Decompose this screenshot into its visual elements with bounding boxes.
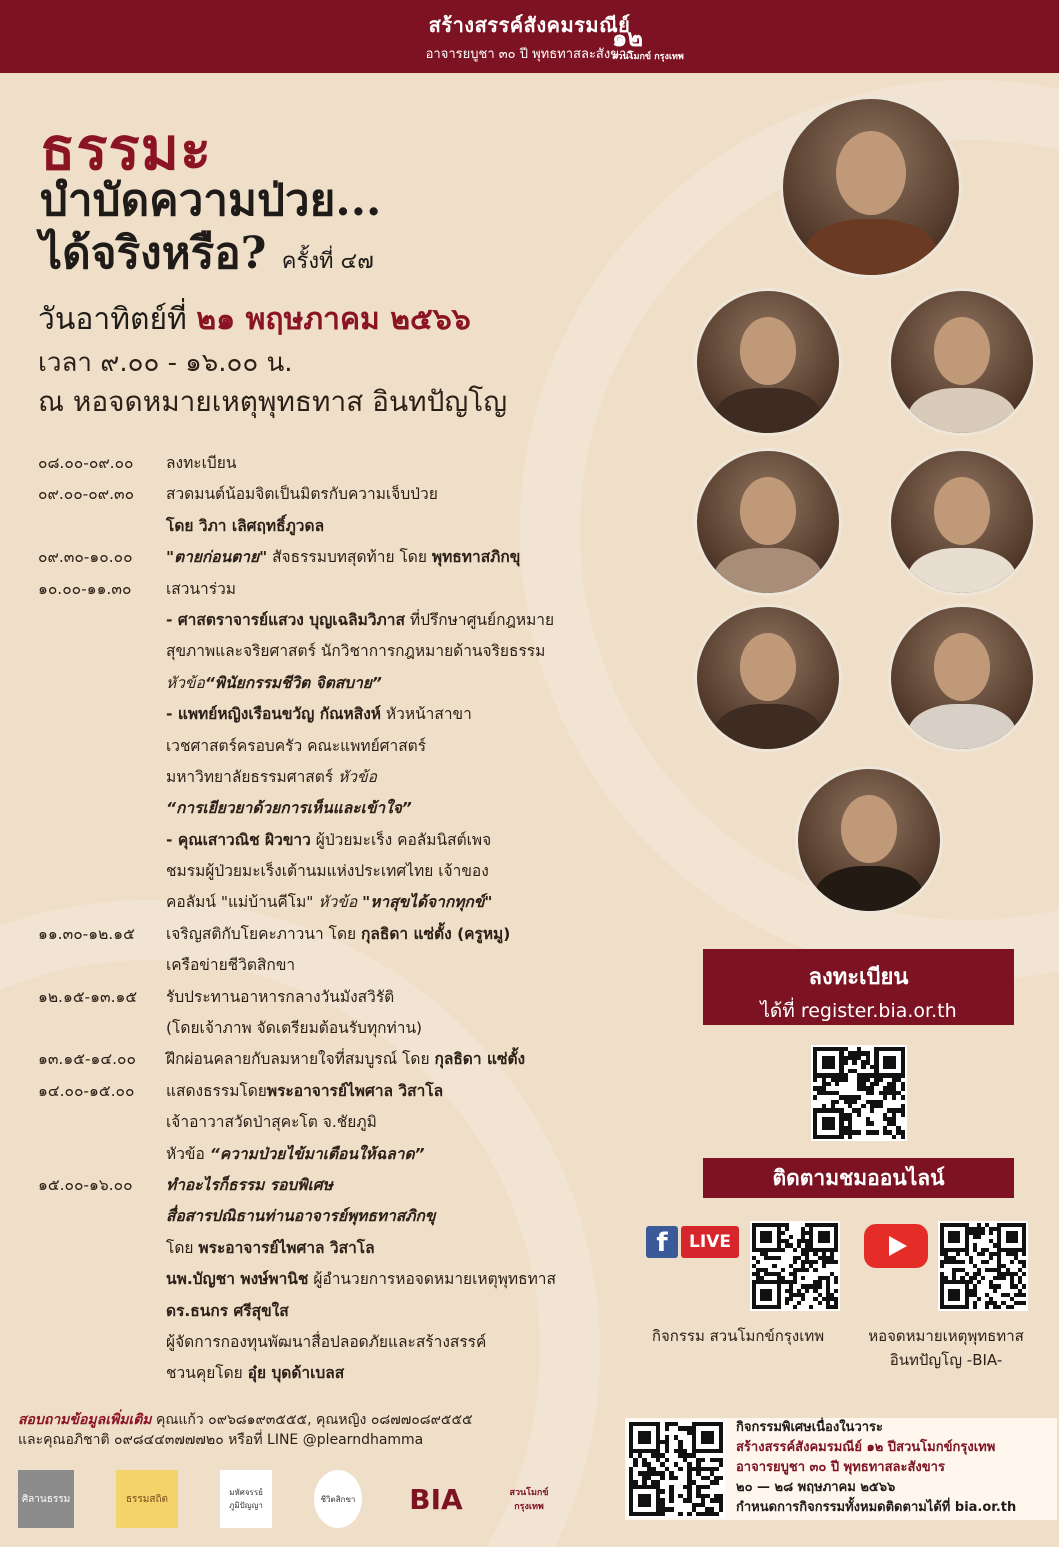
schedule-text [166, 699, 472, 730]
schedule-text [166, 448, 236, 479]
special-line: สร้างสรรค์สังคมรมณีย์ ๑๒ ปีสวนโมกข์กรุงเทพ [736, 1440, 996, 1455]
schedule-text-part: หัวข้อ [338, 767, 377, 786]
partner-logo: ชีวิตสิกขา [314, 1470, 362, 1528]
schedule-time: ๑๐.๐๐-๑๑.๓๐ [38, 579, 132, 598]
schedule-text-part: หัวข้อ [318, 893, 363, 912]
schedule-row [38, 950, 638, 981]
schedule-text [166, 1233, 375, 1264]
register-label: ลงทะเบียน [808, 965, 909, 990]
schedule-text-part: "หาสุขได้จากทุกข์" [362, 893, 493, 912]
schedule-text-part: หัวหน้าสาขา [381, 705, 472, 724]
schedule-text-part: “พินัยกรรมชีวิต จิตสบาย” [204, 673, 382, 692]
schedule-list [38, 448, 638, 1390]
schedule-row [38, 605, 638, 636]
youtube-caption [856, 1324, 1036, 1372]
special-heading: กิจกรรมพิเศษเนื่องในวาระ [736, 1420, 884, 1435]
schedule-text-part: สื่อสารปณิธานท่านอาจารย์พุทธทาสภิกขุ [166, 1207, 436, 1226]
schedule-row [38, 1201, 638, 1232]
schedule-text [166, 1044, 525, 1075]
schedule-text-part: เจริญสติกับโยคะภาวนา โดย [166, 924, 362, 943]
schedule-text-part: (โดยเจ้าภาพ จัดเตรียมต้อนรับทุกท่าน) [166, 1019, 423, 1038]
schedule-text-part: ผู้จัดการกองทุนพัฒนาสื่อปลอดภัยและสร้างสรรค์ [166, 1332, 487, 1351]
suanmokkh-logo [612, 18, 684, 62]
poster-title: ธรรมะ [40, 115, 213, 183]
schedule-text [166, 793, 412, 824]
schedule-row [38, 731, 638, 762]
schedule-text-part: ทำอะไรก็ธรรม รอบพิเศษ [166, 1175, 333, 1194]
schedule-text [166, 919, 510, 950]
schedule-text-part: ชวนคุยโดย [166, 1364, 248, 1383]
schedule-row [38, 887, 638, 918]
live-badge: LIVE [681, 1226, 739, 1258]
youtube-qr-code[interactable] [938, 1221, 1028, 1311]
event-time: เวลา ๙.๐๐ - ๑๖.๐๐ น. [38, 348, 293, 378]
schedule-text-part: หัวข้อ [166, 673, 205, 692]
schedule-text [166, 762, 377, 793]
top-banner [0, 0, 1059, 73]
suanmokkh-bangkok-logo: สวนโมกข์ กรุงเทพ [509, 1488, 549, 1512]
poster-title-line3 [40, 218, 374, 288]
facebook-caption: กิจกรรม สวนโมกข์กรุงเทพ [651, 1327, 825, 1345]
schedule-text [166, 1358, 344, 1389]
poster-title-line2: บำบัดความป่วย... [40, 175, 382, 226]
speaker-portrait [888, 288, 1036, 436]
schedule-text-part: พระอาจารย์ไพศาล วิสาโล [266, 1081, 444, 1100]
register-url[interactable]: ได้ที่ register.bia.or.th [760, 1000, 957, 1022]
schedule-text-part: - คุณเสาวณิช ผิวขาว [166, 830, 311, 849]
schedule-text-part: ฝึกผ่อนคลายกับลมหายใจที่สมบูรณ์ โดย [166, 1050, 435, 1069]
schedule-text [166, 982, 394, 1013]
schedule-time: ๑๕.๐๐-๑๖.๐๐ [38, 1175, 133, 1194]
banner-title: สร้างสรรค์สังคมรมณีย์ [428, 13, 631, 37]
schedule-row [38, 699, 638, 730]
schedule-text [166, 479, 438, 510]
schedule-text [166, 1013, 422, 1044]
schedule-row [38, 448, 638, 479]
schedule-row [38, 825, 638, 856]
schedule-text-part: ผู้อำนวยการหอจดหมายเหตุพุทธทาส [308, 1270, 556, 1289]
schedule-row [38, 1264, 638, 1295]
facebook-qr-code[interactable] [750, 1221, 840, 1311]
schedule-text-part: พุทธทาสภิกขุ [431, 548, 521, 567]
contact-phones: คุณแก้ว ๐๙๖๘๑๙๓๕๕๕, คุณหญิง ๐๘๗๗๐๘๙๕๕๕ [151, 1412, 473, 1428]
partner-logo: มหัศจรรย์ภูมิปัญญา [220, 1470, 272, 1528]
schedule-text-part: สวดมนต์น้อมจิตเป็นมิตรกับความเจ็บป่วย [166, 485, 438, 504]
schedule-text [166, 668, 382, 699]
speaker-portrait [888, 604, 1036, 752]
schedule-text-part: แสดงธรรมโดย [166, 1081, 267, 1100]
schedule-text-part: "ตายก่อนตาย" [166, 548, 268, 567]
youtube-caption-line2: อินทปัญโญ -BIA- [889, 1351, 1003, 1369]
contact-info [18, 1410, 473, 1450]
schedule-text-part: “ความป่วยไข้มาเตือนให้ฉลาด” [209, 1144, 425, 1163]
title-question: ได้จริงหรือ? [40, 228, 267, 279]
schedule-text-part: ชมรมผู้ป่วยมะเร็งเต้านมแห่งประเทศไทย เจ้าของ [166, 862, 489, 881]
schedule-row [38, 574, 638, 605]
schedule-text [166, 731, 426, 762]
schedule-row [38, 668, 638, 699]
contact-line: และคุณอภิชาติ ๐๙๘๔๔๓๗๗๗๒๐ หรือที่ LINE @plearndhamma [18, 1432, 424, 1448]
logo-number: ๑๒ [612, 24, 644, 52]
schedule-row [38, 1233, 638, 1264]
schedule-text-part: ที่ปรึกษาศูนย์กฎหมาย [404, 610, 555, 629]
schedule-text [166, 1296, 289, 1327]
schedule-time: ๐๘.๐๐-๐๙.๐๐ [38, 454, 134, 472]
date-value: ๒๑ พฤษภาคม ๒๕๖๖ [196, 302, 471, 337]
schedule-text-part: พระอาจารย์ไพศาล วิสาโล [198, 1238, 375, 1257]
schedule-row [38, 1076, 638, 1107]
schedule-text [166, 542, 520, 573]
schedule-text-part: สัจธรรมบทสุดท้าย โดย [267, 548, 432, 567]
speaker-portrait [888, 448, 1036, 596]
schedule-text-part: รับประทานอาหารกลางวันมังสวิรัติ [166, 987, 395, 1006]
partner-logo: ศิลานธรรม [18, 1470, 74, 1528]
special-dates: ๒๐ — ๒๘ พฤษภาคม ๒๕๖๖ [736, 1480, 896, 1495]
banner-subtitle: อาจารยบูชา ๓๐ ปี พุทธทาสละสังขาร [425, 47, 634, 62]
schedule-time: ๐๙.๐๐-๐๙.๓๐ [38, 485, 135, 504]
schedule-row [38, 856, 638, 887]
bia-logo: BIA [409, 1482, 463, 1516]
schedule-text-part: หัวข้อ [166, 1144, 210, 1163]
schedule-time: ๑๓.๑๕-๑๔.๐๐ [38, 1050, 136, 1069]
schedule-text [166, 1076, 443, 1107]
schedule-row [38, 1013, 638, 1044]
schedule-text-part: - แพทย์หญิงเรือนขวัญ กัณหสิงห์ [166, 705, 381, 724]
schedule-row [38, 511, 638, 542]
follow-online-banner: ติดตามชมออนไลน์ [703, 1158, 1014, 1198]
schedule-time: ๐๙.๓๐-๑๐.๐๐ [38, 548, 133, 567]
schedule-text-part: - ศาสตราจารย์แสวง บุญเฉลิมวิภาส [166, 610, 405, 629]
schedule-text-part: โดย วิภา เลิศฤทธิ์ภูวดล [166, 516, 325, 535]
speaker-portrait [694, 604, 842, 752]
schedule-text [166, 887, 492, 918]
special-line: อาจารยบูชา ๓๐ ปี พุทธทาสละสังขาร [736, 1460, 945, 1475]
schedule-text [166, 1264, 556, 1295]
register-qr-code[interactable] [811, 1045, 907, 1141]
schedule-text [166, 636, 545, 667]
schedule-text [166, 1170, 333, 1201]
schedule-text [166, 1327, 486, 1358]
schedule-text [166, 574, 236, 605]
schedule-row [38, 1139, 638, 1170]
schedule-text [166, 605, 554, 636]
schedule-text [166, 950, 295, 981]
date-prefix: วันอาทิตย์ที่ [38, 302, 187, 337]
register-box [703, 949, 1014, 1025]
schedule-row [38, 919, 638, 950]
schedule-row [38, 793, 638, 824]
schedule-time: ๑๔.๐๐-๑๕.๐๐ [38, 1081, 135, 1100]
schedule-row [38, 1327, 638, 1358]
speaker-portrait [795, 766, 943, 914]
schedule-row [38, 1296, 638, 1327]
schedule-row [38, 1107, 638, 1138]
special-event-text [736, 1418, 1016, 1518]
schedule-row [38, 1358, 638, 1389]
schedule-row [38, 982, 638, 1013]
schedule-row [38, 1044, 638, 1075]
edition-label: ครั้งที่ ๔๗ [281, 249, 374, 274]
partner-logos [18, 1470, 558, 1528]
schedule-text-part: ลงทะเบียน [166, 454, 237, 472]
speaker-portrait-monk [780, 96, 962, 278]
schedule-text [166, 1139, 425, 1170]
schedule-text-part: กุลธิดา แซ่ตั้ง [434, 1050, 526, 1069]
schedule-text-part: เจ้าอาวาสวัดป่าสุคะโต จ.ชัยภูมิ [166, 1113, 377, 1132]
event-place: ณ หอจดหมายเหตุพุทธทาส อินทปัญโญ [38, 385, 508, 418]
facebook-icon[interactable]: f [646, 1226, 678, 1258]
schedule-text-part: “การเยียวยาด้วยการเห็นและเข้าใจ” [166, 799, 412, 818]
schedule-text-part: อุ๋ย บุดด้าเบลส [247, 1364, 345, 1383]
schedule-time: ๑๑.๓๐-๑๒.๑๕ [38, 924, 135, 943]
schedule-text-part: เวชศาสตร์ครอบครัว คณะแพทย์ศาสตร์ [166, 736, 427, 755]
schedule-text-part: เครือข่ายชีวิตสิกขา [166, 956, 296, 975]
schedule-row [38, 762, 638, 793]
special-website: กำหนดการกิจกรรมทั้งหมดติดตามได้ที่ bia.or.th [736, 1500, 1017, 1515]
youtube-caption-line1: หอจดหมายเหตุพุทธทาส [868, 1327, 1024, 1345]
schedule-text [166, 511, 324, 542]
speaker-portrait [694, 448, 842, 596]
schedule-row [38, 1170, 638, 1201]
logo-text: สวนโมกข์ กรุงเทพ [612, 52, 684, 62]
schedule-text [166, 856, 489, 887]
schedule-text-part: ผู้ป่วยมะเร็ง คอลัมนิสต์เพจ [310, 830, 492, 849]
schedule-text-part: ดร.ธนกร ศรีสุขใส [166, 1301, 289, 1320]
schedule-text-part: โดย [166, 1238, 199, 1257]
schedule-row [38, 479, 638, 510]
schedule-text-part: สุขภาพและจริยศาสตร์ นักวิชาการกฎหมายด้านจริยธรรม [166, 642, 546, 661]
schedule-text-part: นพ.บัญชา พงษ์พานิช [166, 1270, 309, 1289]
schedule-text-part: มหาวิทยาลัยธรรมศาสตร์ [166, 767, 339, 786]
contact-lead: สอบถามข้อมูลเพิ่มเติม [18, 1412, 152, 1428]
schedule-text [166, 1201, 435, 1232]
schedule-text-part: เสวนาร่วม [166, 579, 237, 598]
youtube-icon[interactable] [864, 1224, 928, 1268]
schedule-row [38, 636, 638, 667]
partner-logo: ธรรมสถิต [116, 1470, 178, 1528]
schedule-row [38, 542, 638, 573]
schedule-text-part: กุลธิดา แซ่ตั้ง (ครูหมู) [361, 924, 511, 943]
schedule-time: ๑๒.๑๕-๑๓.๑๕ [38, 987, 138, 1006]
schedule-text [166, 825, 491, 856]
schedule-text-part: คอลัมน์ "แม่บ้านคีโม" [166, 893, 319, 912]
special-event-qr-code[interactable] [627, 1420, 725, 1518]
event-date [38, 296, 471, 343]
speaker-portrait [694, 288, 842, 436]
special-event-box [625, 1418, 1057, 1520]
schedule-text [166, 1107, 377, 1138]
